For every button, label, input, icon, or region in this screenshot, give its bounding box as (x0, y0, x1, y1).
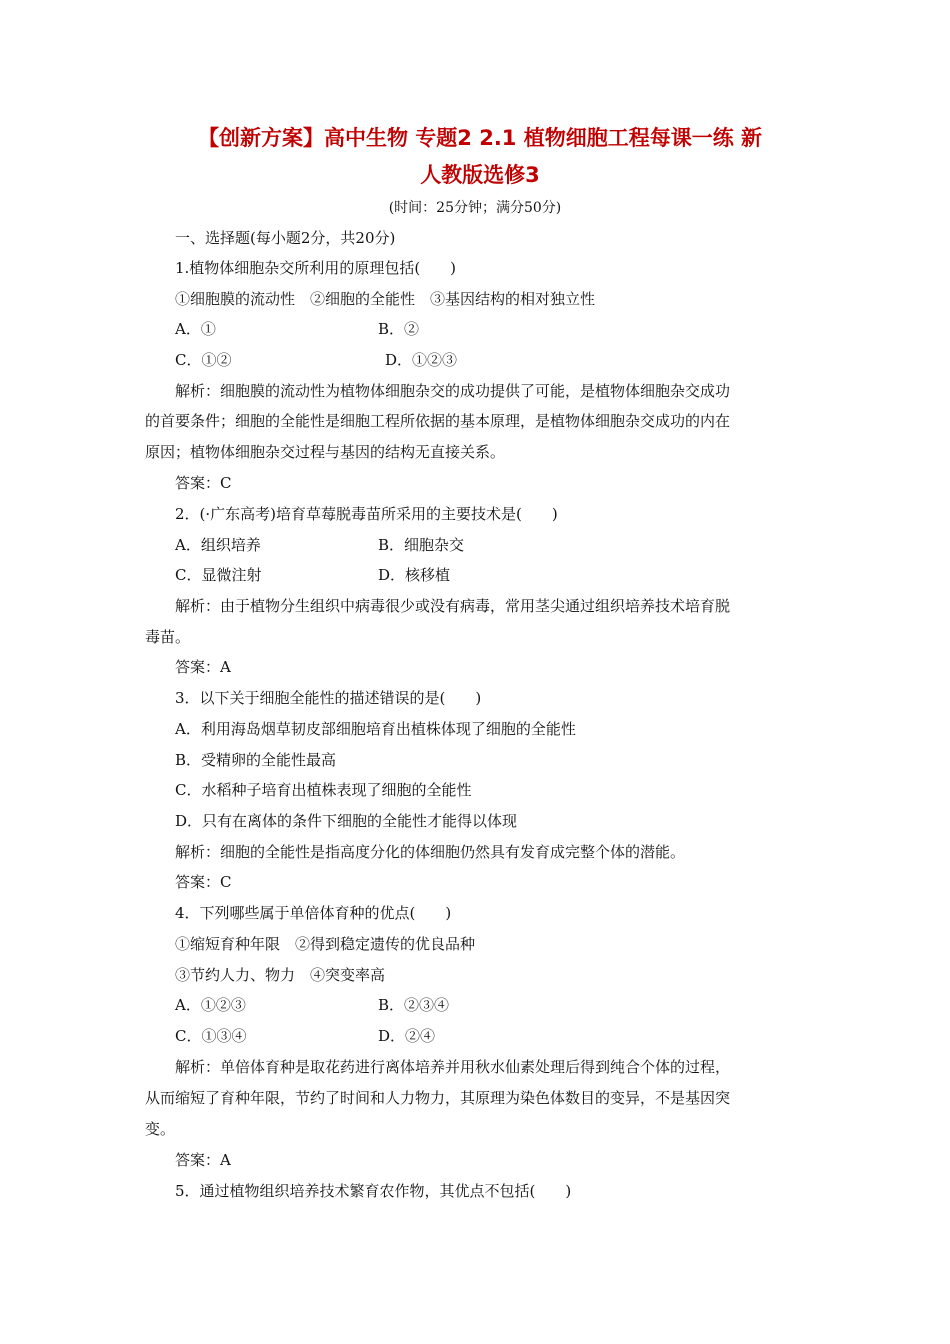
question-2-stem: 2．(·广东高考)培育草莓脱毒苗所采用的主要技术是( ) (175, 505, 558, 523)
question-3-answer: 答案：C (175, 873, 232, 891)
question-4-items-line1: ①缩短育种年限 ②得到稳定遗传的优良品种 (175, 935, 476, 953)
question-4-analysis-line2: 从而缩短了育种年限，节约了时间和人力物力，其原理为染色体数目的变异，不是基因突 (145, 1089, 731, 1107)
question-2-option-d: D．核移植 (378, 566, 451, 584)
question-1-stem: 1.植物体细胞杂交所利用的原理包括( ) (175, 259, 457, 277)
document-title-line2: 人教版选修3 (420, 163, 540, 187)
question-4-option-c: C．①③④ (175, 1027, 247, 1045)
question-1-analysis-line3: 原因；植物体细胞杂交过程与基因的结构无直接关系。 (145, 443, 506, 461)
question-2-option-c: C．显微注射 (175, 566, 262, 584)
question-3-option-a: A．利用海岛烟草韧皮部细胞培育出植株体现了细胞的全能性 (175, 720, 576, 738)
question-1-option-d: D．①②③ (385, 351, 458, 369)
question-4-option-b: B．②③④ (378, 996, 450, 1014)
question-3-analysis: 解析：细胞的全能性是指高度分化的体细胞仍然具有发育成完整个体的潜能。 (175, 843, 686, 861)
question-2-answer: 答案：A (175, 658, 231, 676)
question-4-option-d: D．②④ (378, 1027, 436, 1045)
document-title-line1: 【创新方案】高中生物 专题2 2.1 植物细胞工程每课一练 新 (197, 126, 763, 150)
question-2-analysis-line2: 毒苗。 (145, 628, 191, 646)
question-4-items-line2: ③节约人力、物力 ④突变率高 (175, 966, 386, 984)
question-4-answer: 答案：A (175, 1151, 231, 1169)
question-2-option-a: A．组织培养 (175, 536, 261, 554)
question-3-option-c: C．水稻种子培育出植株表现了细胞的全能性 (175, 781, 472, 799)
question-1-option-c: C．①② (175, 351, 232, 369)
question-3-option-d: D．只有在离体的条件下细胞的全能性才能得以体现 (175, 812, 518, 830)
question-4-analysis-line3: 变。 (145, 1120, 176, 1138)
question-5-stem: 5．通过植物组织培养技术繁育农作物，其优点不包括( ) (175, 1182, 572, 1200)
time-score-note: (时间：25分钟；满分50分) (388, 200, 562, 216)
question-3-option-b: B．受精卵的全能性最高 (175, 751, 337, 769)
question-4-option-a: A．①②③ (175, 996, 246, 1014)
section-heading: 一、选择题(每小题2分，共20分) (175, 229, 396, 247)
question-1-analysis-line2: 的首要条件；细胞的全能性是细胞工程所依据的基本原理，是植物体细胞杂交成功的内在 (145, 412, 731, 430)
question-1-option-b: B．② (378, 320, 420, 338)
question-2-analysis-line1: 解析：由于植物分生组织中病毒很少或没有病毒，常用茎尖通过组织培养技术培育脱 (175, 597, 731, 615)
question-1-answer: 答案：C (175, 474, 232, 492)
question-3-stem: 3．以下关于细胞全能性的描述错误的是( ) (175, 689, 482, 707)
question-1-analysis-line1: 解析：细胞膜的流动性为植物体细胞杂交的成功提供了可能，是植物体细胞杂交成功 (175, 382, 731, 400)
question-1-option-a: A．① (175, 320, 216, 338)
question-1-items: ①细胞膜的流动性 ②细胞的全能性 ③基因结构的相对独立性 (175, 290, 596, 308)
question-2-option-b: B．细胞杂交 (378, 536, 465, 554)
question-4-stem: 4．下列哪些属于单倍体育种的优点( ) (175, 904, 452, 922)
question-4-analysis-line1: 解析：单倍体育种是取花药进行离体培养并用秋水仙素处理后得到纯合个体的过程， (175, 1058, 731, 1076)
